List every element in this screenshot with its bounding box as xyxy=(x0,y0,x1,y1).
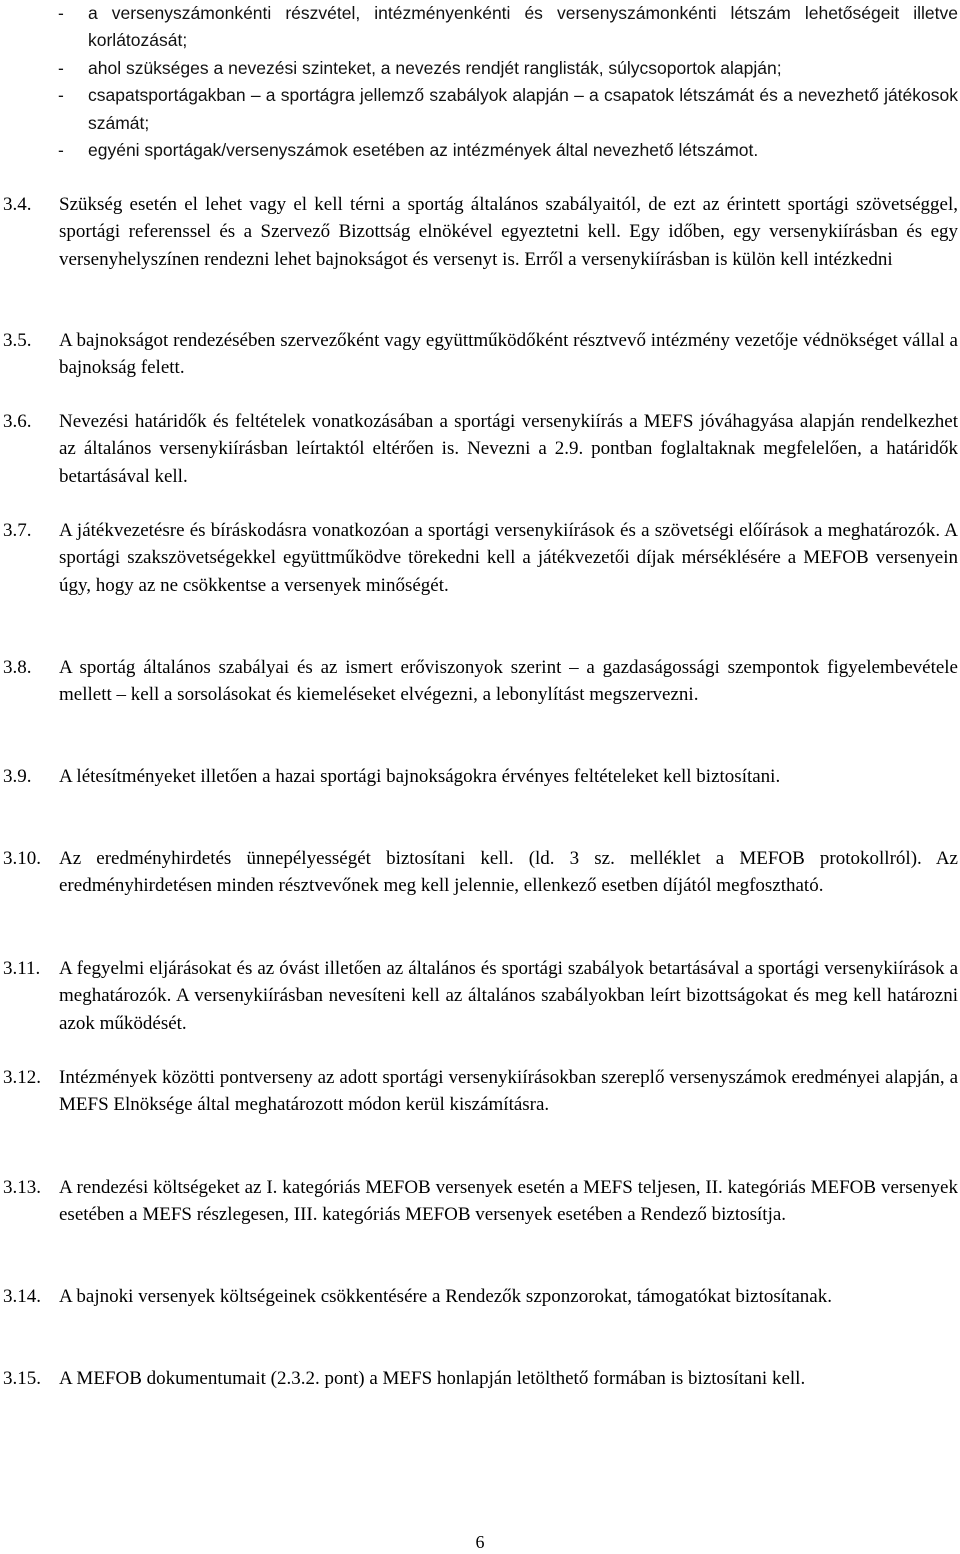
bullet-dash: - xyxy=(58,140,64,161)
section-number: 3.4. xyxy=(3,194,32,215)
section-number: 3.10. xyxy=(3,848,41,869)
section-number: 3.11. xyxy=(3,958,41,979)
bullet-item xyxy=(58,55,958,82)
section-3-7 xyxy=(3,517,958,599)
section-text: A bajnokságot rendezésében szervezőként vagy együttműködőként résztvevő intézmény vezetője védnökséget vállal a bajnokság felett. xyxy=(59,330,958,379)
section-number: 3.15. xyxy=(3,1368,41,1389)
section-text: Az eredményhirdetés ünnepélyességét biztosítani kell. (ld. 3 sz. melléklet a MEFOB protokollról). Az eredményhirdetésen minden résztvevőnek meg kell jelennie, ellenkező esetben díjától megfosztható. xyxy=(59,848,958,897)
section-text: A rendezési költségeket az I. kategóriás MEFOB versenyek esetén a MEFS teljesen, II. kategóriás MEFOB versenyek esetében a MEFS részlegesen, III. kategóriás MEFOB versenyek esetében a Rendező biztosítja. xyxy=(59,1177,958,1226)
section-3-5 xyxy=(3,327,958,382)
section-3-10 xyxy=(3,845,958,900)
bullet-dash: - xyxy=(58,3,64,23)
bullet-list xyxy=(58,0,958,164)
section-text: A bajnoki versenyek költségeinek csökkentésére a Rendezők szponzorokat, támogatókat biztosítanak. xyxy=(59,1286,832,1307)
section-3-4 xyxy=(3,191,958,273)
section-3-13 xyxy=(3,1174,958,1229)
bullet-dash: - xyxy=(58,57,64,78)
section-number: 3.6. xyxy=(3,411,32,432)
page-number: 6 xyxy=(475,1532,485,1552)
section-text: A fegyelmi eljárásokat és az óvást illetően az általános és sportági szabályok betartásával a sportági versenykiírások a meghatározók. A versenykiírásban nevesíteni kell az általános szabályokban leírt bizottságokat és meg kell határozni azok működését. xyxy=(59,958,958,1034)
section-3-8 xyxy=(3,654,958,709)
section-text: Szükség esetén el lehet vagy el kell térni a sportág általános szabályaitól, de ezt az érintett sportági szövetséggel, sportági referenssel és a Szervező Bizottság elnökével egyeztetni kell. Egy időben, egy versenykiírásban és egy versenyhelyszínen rendezni lehet bajnokságot és versenyt is. Erről a versenykiírásban is külön kell intézkedni xyxy=(59,194,958,270)
section-text: Nevezési határidők és feltételek vonatkozásában a sportági versenykiírás a MEFS jóváhagyása alapján rendelkezhet az általános versenykiírásban leírtaktól eltérően is. Nevezni a 2.9. pontban foglaltaknak megfelelően, a határidők betartásával kell. xyxy=(59,411,958,487)
section-3-6 xyxy=(3,408,958,490)
section-text: A játékvezetésre és bíráskodásra vonatkozóan a sportági versenykiírások és a szövetségi előírások a meghatározók. A sportági szakszövetségekkel együttműködve törekedni kell a játékvezetői díjak mérséklésére a MEFOB versenyein úgy, hogy az ne csökkentse a versenyek minőségét. xyxy=(59,520,958,596)
section-number: 3.9. xyxy=(3,766,32,787)
bullet-item xyxy=(58,0,958,55)
section-number: 3.7. xyxy=(3,520,32,541)
bullet-text: csapatsportágakban – a sportágra jellemző szabályok alapján – a csapatok létszámát és a nevezhető játékosok számát; xyxy=(88,85,958,133)
section-number: 3.8. xyxy=(3,657,32,678)
bullet-dash: - xyxy=(58,85,64,106)
bullet-item xyxy=(58,82,958,137)
section-number: 3.5. xyxy=(3,330,32,351)
section-text: A MEFOB dokumentumait (2.3.2. pont) a MEFS honlapján letölthető formában is biztosítani kell. xyxy=(59,1368,806,1389)
bullet-text: a versenyszámonkénti részvétel, intézményenkénti és versenyszámonkénti létszám lehetőségeit illetve korlátozását; xyxy=(88,3,958,51)
section-3-9 xyxy=(3,763,958,790)
section-text: A létesítményeket illetően a hazai sportági bajnokságokra érvényes feltételeket kell biztosítani. xyxy=(59,766,781,787)
bullet-text: egyéni sportágak/versenyszámok esetében az intézmények által nevezhető létszámot. xyxy=(88,140,759,161)
section-number: 3.14. xyxy=(3,1286,41,1307)
bullet-item xyxy=(58,137,958,164)
section-3-15 xyxy=(3,1365,958,1392)
section-number: 3.13. xyxy=(3,1177,41,1198)
section-3-12 xyxy=(3,1064,958,1119)
section-3-14 xyxy=(3,1283,958,1310)
section-text: A sportág általános szabályai és az ismert erőviszonyok szerint – a gazdaságossági szempontok figyelembevétele mellett – kell a sorsolásokat és kiemeléseket elvégezni, a lebonylítást megszervezni. xyxy=(59,657,958,706)
section-text: Intézmények közötti pontverseny az adott sportági versenykiírásokban szereplő versenyszámok eredményei alapján, a MEFS Elnöksége által meghatározott módon kerül kiszámításra. xyxy=(59,1067,958,1116)
section-3-11 xyxy=(3,955,958,1037)
section-number: 3.12. xyxy=(3,1067,41,1088)
bullet-text: ahol szükséges a nevezési szinteket, a nevezés rendjét ranglisták, súlycsoportok alapján; xyxy=(88,57,782,78)
